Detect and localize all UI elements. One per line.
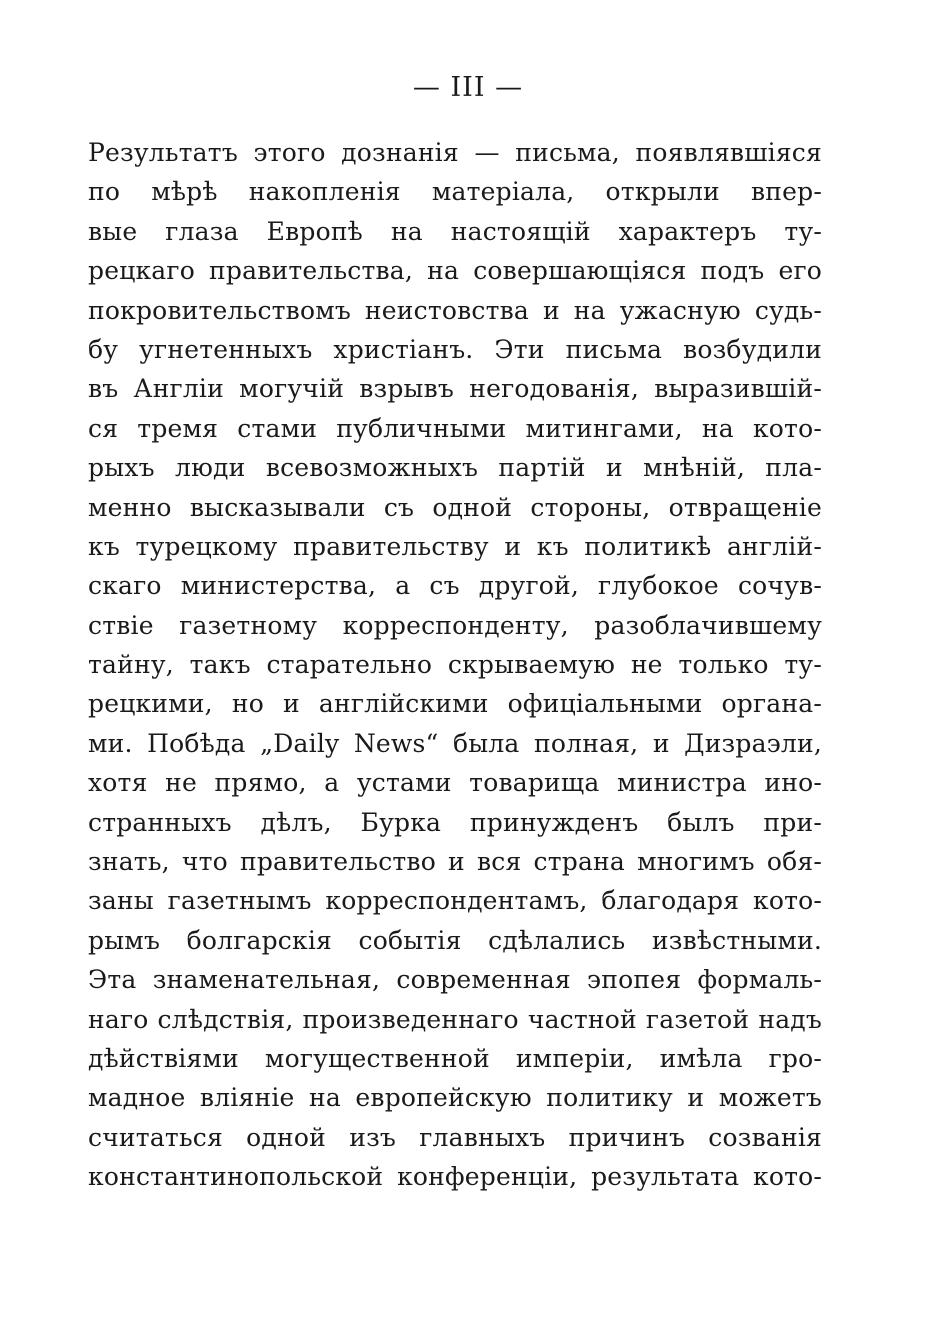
text-line: заны газетнымъ корреспондентамъ, благодаря кото- bbox=[88, 886, 822, 916]
text-line: ми. Побѣда „Daily News“ была полная, и Дизраэли, bbox=[88, 728, 822, 758]
body-text bbox=[88, 133, 822, 1197]
text-line: ствіе газетному корреспонденту, разоблачившему bbox=[88, 610, 822, 640]
text-line: знать, что правительство и вся страна многимъ обя- bbox=[88, 847, 822, 877]
text-line: дѣйствіями могущественной имперіи, имѣла гро- bbox=[88, 1043, 822, 1073]
text-line: бу угнетенныхъ христіанъ. Эти письма возбудили bbox=[88, 334, 822, 364]
text-line: рецкими, но и англійскими офиціальными органа- bbox=[88, 689, 822, 719]
text-line: ся тремя стами публичными митингами, на кото- bbox=[88, 413, 822, 443]
page-number: — III — bbox=[412, 72, 524, 103]
text-line: тайну, такъ старательно скрываемую не только ту- bbox=[88, 650, 822, 680]
text-line: рымъ болгарскія событія сдѣлались извѣстными. bbox=[88, 925, 822, 955]
text-line: по мѣрѣ накопленія матеріала, открыли впер- bbox=[88, 177, 822, 207]
text-line: считаться одной изъ главныхъ причинъ созванія bbox=[88, 1122, 822, 1152]
text-line: Результатъ этого дознанія — письма, появлявшіяся bbox=[88, 138, 822, 167]
text-line: скаго министерства, а съ другой, глубокое сочув- bbox=[88, 571, 822, 601]
text-line: вые глаза Европѣ на настоящій характеръ ту- bbox=[88, 216, 822, 246]
text-line: Эта знаменательная, современная эпопея формаль- bbox=[88, 965, 822, 995]
text-line: рыхъ люди всевозможныхъ партій и мнѣній, пла- bbox=[88, 453, 822, 483]
text-line: покровительствомъ неистовства и на ужасную судь- bbox=[88, 295, 822, 325]
text-line: хотя не прямо, а устами товарища министра ино- bbox=[88, 768, 822, 798]
text-line: рецкаго правительства, на совершающіяся подъ его bbox=[88, 256, 822, 286]
text-line: къ турецкому правительству и къ политикѣ англій- bbox=[88, 531, 822, 561]
text-line: въ Англіи могучій взрывъ негодованія, выразившій- bbox=[88, 374, 822, 404]
text-line: константинопольской конференціи, результата кото- bbox=[88, 1162, 822, 1192]
text-line: странныхъ дѣлъ, Бурка принужденъ былъ при- bbox=[88, 807, 822, 837]
text-line: наго слѣдствія, произведеннаго частной газетой надъ bbox=[88, 1004, 822, 1034]
text-line: менно высказывали съ одной стороны, отвращеніе bbox=[88, 492, 822, 522]
text-line: мадное вліяніе на европейскую политику и можетъ bbox=[88, 1083, 822, 1113]
